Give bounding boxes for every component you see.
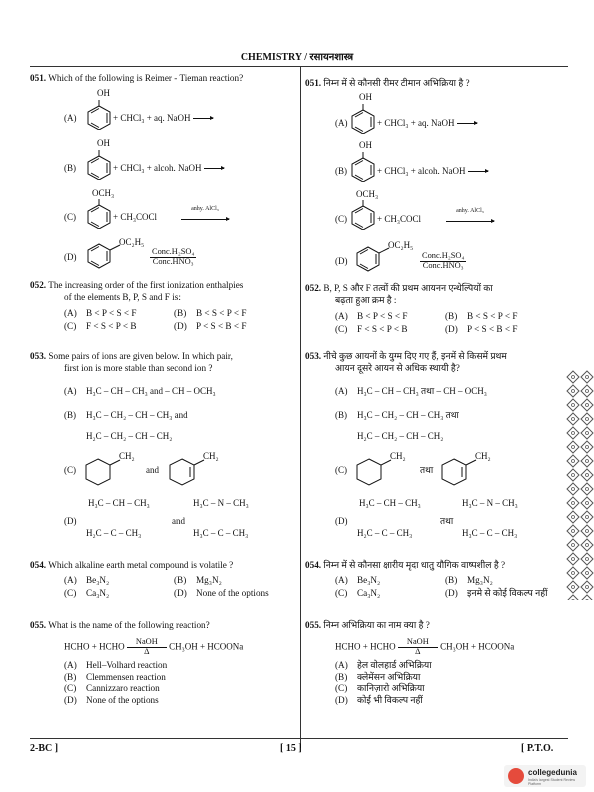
molecule-2-top: H₃C – N – CH₃ [462,498,518,508]
question-number: 055. [305,620,322,630]
question-55-en [30,620,295,632]
substituent-label: OH [97,138,110,148]
question-52-hi [305,283,567,306]
question-52-en [30,280,295,303]
question-text: Some pairs of ions are given below. In which pair, [48,351,233,361]
reagent-text: + CHCl₃ + alcoh. NaOH [377,166,488,177]
question-51-hi [305,78,565,90]
page-number: [ 15 ] [280,743,302,754]
option-d[interactable]: (D) P < S < B < F [445,323,518,334]
question-53-en [30,351,298,374]
option-a[interactable]: (A) Be₃N₂ [64,575,110,585]
reagent-text: + CH₃COCl [113,212,157,222]
question-text: What is the name of the following reaction? [48,620,210,630]
and-text: and [146,465,159,475]
question-55-hi [305,620,565,632]
option-c[interactable]: (C) Ca₃N₂ [64,587,110,598]
option-d[interactable]: (D) कोई भी विकल्प नहीं [335,694,423,705]
molecule-2-top: H₃C – N – CH₃ [193,498,249,508]
options-52-hi [335,311,565,335]
option-label: (D) [335,256,348,266]
option-a[interactable]: (A) B < P < S < F [64,308,137,318]
reaction-equation: HCHO + HCHO $\frac{\text{NaOH}}{\Delta}$ CH₃OH + HCOONa [64,637,244,656]
options-52-en [64,308,294,332]
option-a[interactable]: (A) हेल वोलहार्ड अभिक्रिया [335,660,432,670]
question-text: बढ़ता हुआ क्रम है : [335,294,397,305]
option-b[interactable]: (B) क्लेमेंसन अभिक्रिया [335,671,421,682]
footer-code: 2-BC ] [30,743,59,754]
question-51-en [30,73,295,85]
question-number: 054. [305,560,322,570]
option-c[interactable]: (C) Cannizzaro reaction [64,683,160,693]
question-text: The increasing order of the first ionization enthalpies [48,280,244,290]
benzene-ring-icon [350,200,376,230]
option-label: (C) [64,465,76,475]
option-c[interactable]: (C) F < S < P < B [335,323,408,334]
question-text: Which alkaline earth metal compound is volatile ? [48,560,234,570]
column-divider [300,66,301,748]
substituent-label: OC₂H₅ [388,240,414,250]
substituent-label: OC₂H₅ [119,237,145,247]
question-number: 051. [30,73,47,83]
molecule-1-top: H₃C – CH – CH₃ [359,498,421,508]
question-number: 052. [305,283,322,293]
decorative-border-pattern [566,370,594,600]
substituent-label: OH [97,88,110,98]
question-text: निम्न में से कौनसा क्षारीय मृदा धातु यौगिक वाष्पशील है ? [323,560,506,570]
options-55-hi [335,660,535,706]
option-label: (D) [335,516,348,526]
molecule-1-top: H₃C – CH – CH₃ [88,498,150,508]
pto-text: [ P.T.O. [521,743,554,754]
option-b[interactable]: (B) H₃C – CH₂ – CH – CH₃ and [64,410,188,420]
option-label: (B) [335,166,347,176]
options-54-en [64,575,294,599]
option-b[interactable]: (B) H₃C – CH₂ – CH – CH₃ तथा [335,410,459,420]
question-text: first ion is more stable than second ion ? [64,362,213,373]
options-55-en [64,660,264,706]
option-a[interactable]: (A) B < P < S < F [335,311,408,321]
substituent-label: OH [359,140,372,150]
question-text: आयन दूसरे आयन से अधिक स्थायी है? [335,362,460,373]
molecule-1-bottom: H₂C – C – CH₃ [86,528,142,538]
option-b[interactable]: (B) B < S < P < F [445,311,518,321]
reaction-arrow: anhy. AlCl₃ [181,206,229,225]
option-label: (A) [335,118,348,128]
brand-logo-badge [504,765,586,787]
option-label: (C) [64,212,76,222]
option-d[interactable]: (D) None of the options [174,587,269,598]
benzene-ring-icon [86,199,112,229]
option-c[interactable]: (C) F < S < P < B [64,320,137,331]
question-number: 051. [305,78,322,88]
option-d[interactable]: (D) None of the options [64,694,159,705]
benzene-ring-icon [350,104,376,134]
option-b[interactable]: (B) B < S < P < F [174,308,247,318]
option-b[interactable]: (B) Clemmensen reaction [64,671,166,682]
reagent-text: + CHCl₃ + aq. NaOH [377,118,477,129]
question-number: 053. [30,351,47,361]
and-text: तथा [440,516,454,526]
option-d[interactable]: (D) इनमे से कोई विकल्प नहीं [445,587,548,598]
benzene-ring-icon [86,150,112,180]
option-c[interactable]: (C) Ca₃N₂ [335,587,381,598]
molecule-2-bottom: H₃C – C – CH₃ [193,528,249,538]
molecule-1-bottom: H₂C – C – CH₃ [357,528,413,538]
benzene-ring-icon [86,100,112,130]
reaction-arrow: $\frac{\text{Conc.H₂SO₄}}{\text{Conc.HNO₃}}$ [152,247,195,266]
substituent-label: OCH₃ [356,189,379,199]
question-number: 052. [30,280,47,290]
option-b-line2: H₂C – CH₂ – CH – CH₂ [357,431,444,441]
substituent-label: CH₂ [475,451,491,461]
question-number: 054. [30,560,47,570]
substituent-label: CH₂ [119,451,135,461]
reaction-arrow: $\frac{\text{Conc.H₂SO₄}}{\text{Conc.HNO₃}}$ [422,251,465,270]
question-53-hi [305,351,567,374]
header-rule [30,66,568,67]
brand-tagline: India's largest Student Review Platform [528,778,575,787]
options-54-hi [335,575,565,599]
option-label: (D) [64,516,77,526]
question-text: निम्न अभिक्रिया का नाम क्या है ? [323,620,430,630]
reaction-arrow: anhy. AlCl₃ [446,208,494,227]
brand-logo-icon [508,768,524,784]
substituent-label: OCH₃ [92,188,115,198]
footer-rule [30,738,568,739]
question-text: Which of the following is Reimer - Tieman reaction? [48,73,244,83]
and-text: तथा [420,465,434,475]
question-number: 053. [305,351,322,361]
option-label: (B) [64,163,76,173]
option-d[interactable]: (D) P < S < B < F [174,320,247,331]
question-54-hi [305,560,570,572]
substituent-label: OH [359,92,372,102]
reagent-text: + CHCl₃ + aq. NaOH [113,113,213,124]
option-b-line2: H₂C – CH₂ – CH – CH₂ [86,431,173,441]
option-label: (D) [64,252,77,262]
question-text: निम्न में से कौनसी रीमर टीमान अभिक्रिया है ? [323,78,470,88]
molecule-2-bottom: H₃C – C – CH₃ [462,528,518,538]
option-a[interactable]: (A) Hell–Volhard reaction [64,660,168,670]
substituent-label: CH₂ [390,451,406,461]
and-text: and [172,516,185,526]
reaction-equation: HCHO + HCHO $\frac{\text{NaOH}}{\Delta}$ CH₃OH + HCOONa [335,637,515,656]
question-number: 055. [30,620,47,630]
option-a[interactable]: (A) H₃C – CH – CH₃ तथा – CH – OCH₃ [335,386,487,396]
brand-name: collegedunia [528,768,577,777]
reagent-text: + CH₃COCl [377,214,421,224]
page-title: CHEMISTRY / रसायनशास्त्र [240,52,354,63]
question-text: of the elements B, P, S and F is: [64,291,181,302]
question-text: B, P, S और F तत्वों की प्रथम आयनन एन्थेल्पियों का [323,283,493,293]
reagent-text: + CHCl₃ + alcoh. NaOH [113,163,224,174]
option-b[interactable]: (B) Mg₃N₂ [445,575,493,585]
option-label: (C) [335,214,347,224]
option-a[interactable]: (A) Be₃N₂ [335,575,381,585]
substituent-label: CH₂ [203,451,219,461]
benzene-ring-icon [350,152,376,182]
option-b[interactable]: (B) Mg₃N₂ [174,575,222,585]
option-a[interactable]: (A) H₃C – CH – CH₃ and – CH – OCH₃ [64,386,216,396]
question-54-en [30,560,295,572]
option-c[interactable]: (C) कानिज़ारो अभिक्रिया [335,683,425,693]
option-label: (C) [335,465,347,475]
question-text: नीचे कुछ आयनों के युग्म दिए गए हैं, इनमें से किसमें प्रथम [323,351,507,361]
option-label: (A) [64,113,77,123]
